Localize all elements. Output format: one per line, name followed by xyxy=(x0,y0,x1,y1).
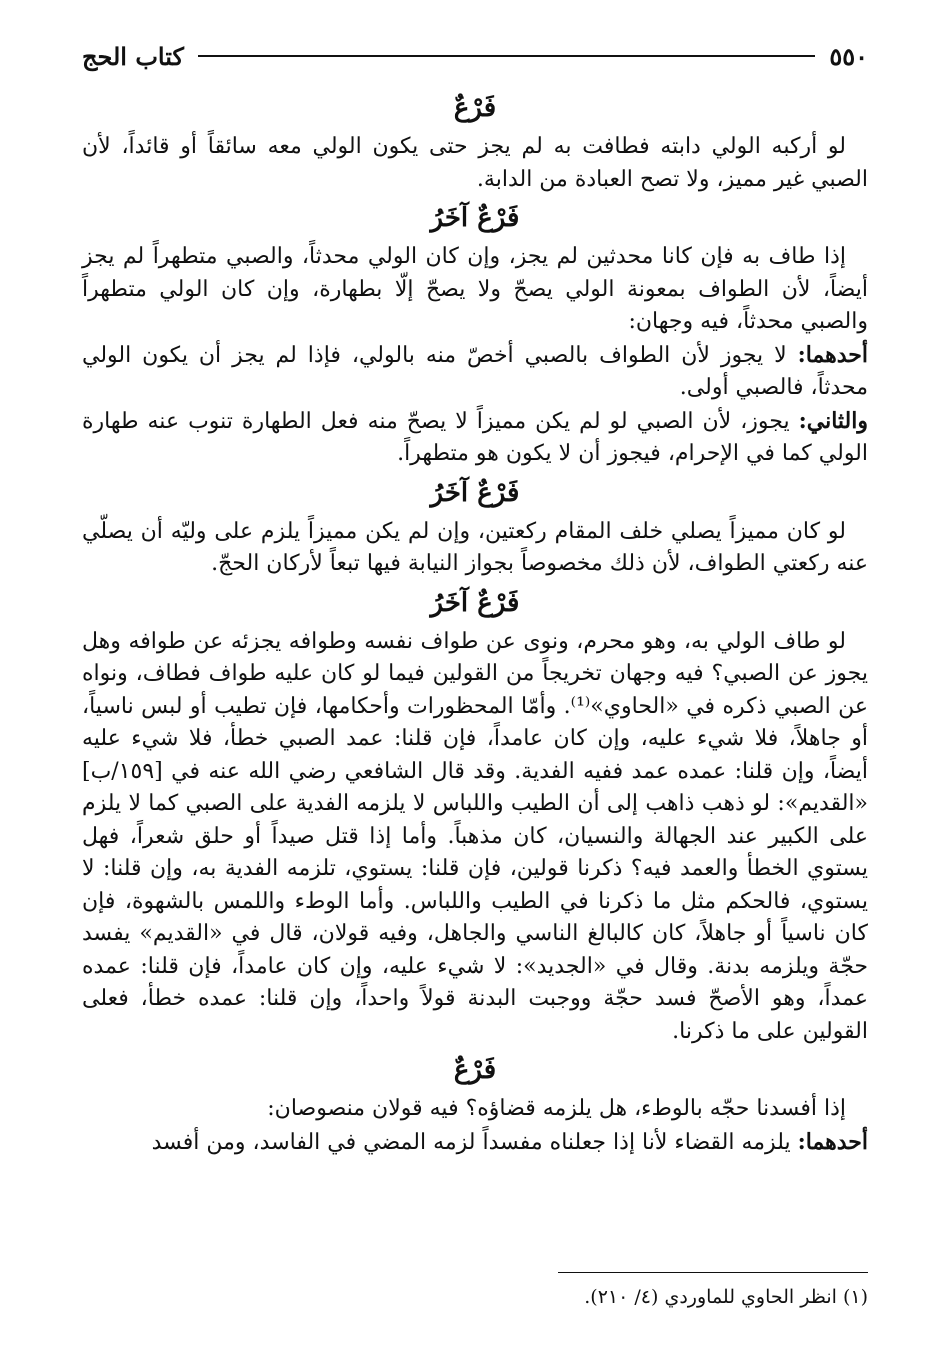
page-number: ٥٥٠ xyxy=(829,41,868,71)
running-title: كتاب الحج xyxy=(82,41,184,71)
section-title: فَرْعٌ xyxy=(453,1055,497,1085)
paragraph xyxy=(82,405,868,471)
paragraph-text: إذا طاف به فإن كانا محدثين لم يجز، وإن كان الولي محدثاً، والصبي متطهراً لم يجز أيضاً، لأن الطواف بمعونة الولي يصحّ ولا يصحّ إلّا بطهارة، وإن كان الولي متطهراً والصبي محدثاً، فيه وجهان: xyxy=(82,244,868,334)
paragraph-text: لو أركبه الولي دابته فطافت به لم يجز حتى يكون الولي معه سائقاً أو قائداً، لأن الصبي غير مميز، ولا تصح العبادة من الدابة. xyxy=(82,134,868,192)
paragraph xyxy=(82,1126,868,1160)
footnote xyxy=(82,1284,868,1310)
page-header xyxy=(82,36,868,76)
paragraph-text: يجوز، لأن الصبي لو لم يكن مميزاً لا يصحّ منه فعل الطهارة تنوب عنه طهارة الولي كما في الإحرام، فيجوز أن لا يكون هو متطهراً. xyxy=(82,408,868,466)
paragraph xyxy=(82,1092,868,1126)
section-title: فَرْعٌ آخَرُ xyxy=(430,587,520,618)
paragraph-text: إذا أفسدنا حجّه بالوطء، هل يلزمه قضاؤه؟ فيه قولان منصوصان: xyxy=(267,1096,846,1121)
paragraph-lead: أحدهما: xyxy=(797,1128,868,1155)
footnote-text: انظر الحاوي للماوردي (٤/ ٢١٠). xyxy=(584,1286,837,1308)
paragraph-text: يلزمه القضاء لأنا إذا جعلناه مفسداً لزمه المضي في الفاسد، ومن أفسد xyxy=(151,1129,798,1155)
paragraph xyxy=(82,339,868,405)
section-title: فَرْعٌ آخَرُ xyxy=(430,477,520,508)
paragraph-text: لو كان مميزاً يصلي خلف المقام ركعتين، وإن لم يكن مميزاً يلزم على وليّه أن يصلّي عنه ركعتي الطواف، لأن ذلك مخصوصاً بجواز النيابة فيها تبعاً لأركان الحجّ. xyxy=(82,518,868,576)
paragraph-text: لو طاف الولي به، وهو محرم، ونوى عن طواف نفسه وطوافه يجزئه عن طوافه وهل يجوز عن الصبي؟ فيه وجهان تخريجاً من القولين فيما لو كان عليه طواف فطاف، ونواه عن الصبي ذكره في «الحاوي»⁽¹⁾. وأمّا المحظورات وأحكامها، فإن تطيب أو لبس ناسياً، أو جاهلاً، فلا شيء عليه، وإن كان عامداً، فإن قلنا: عمد الصبي خطأ، فلا شيء عليه أيضاً، وإن قلنا: عمده عمد ففيه الفدية. وقد قال الشافعي رضي الله عنه في [١٥٩/ب] «القديم»: لو ذهب ذاهب إلى أن الطيب واللباس لا يلزمه الفدية على الصبي كما لا يلزم على الكبير عند الجهالة والنسيان، كان مذهباً. وأما إذا قتل صيداً أو حلق شعراً، فهل يستوي الخطأ والعمد فيه؟ ذكرنا قولين، فإن قلنا: يستوي، تلزمه الفدية به، وإن قلنا: لا يستوي، فالحكم مثل ما ذكرنا في الطيب واللباس. وأما الوطء واللمس بالشهوة، فإن كان ناسياً أو جاهلاً، كان كالبالغ الناسي والجاهل، وفيه قولان، قال في «القديم» يفسد حجّة ويلزمه بدنة. وقال في «الجديد»: لا شيء عليه، وإن كان عامداً، فإن قلنا: عمده عمداً، وهو الأصحّ فسد حجّة ووجبت البدنة قولاً واحداً، وإن قلنا: عمده خطأ، فعلى القولين على ما ذكرنا. xyxy=(82,628,868,1044)
paragraph xyxy=(82,240,868,339)
paragraph xyxy=(82,515,868,581)
footnote-rule xyxy=(558,1272,868,1273)
paragraph-lead: والثاني: xyxy=(798,407,868,434)
paragraph xyxy=(82,130,868,196)
section-title: فَرْعٌ آخَرُ xyxy=(430,203,520,233)
footnote-marker: (١) xyxy=(842,1286,868,1308)
paragraph-text: لا يجوز لأن الطواف بالصبي أخصّ منه بالولي، فإذا لم يجز أن يكون الولي محدثاً، فالصبي أولى. xyxy=(82,342,868,400)
header-rule xyxy=(198,55,815,57)
section-title: فَرْعٌ xyxy=(453,93,497,123)
paragraph-lead: أحدهما: xyxy=(797,341,868,368)
page-body xyxy=(82,86,868,1159)
paragraph xyxy=(82,625,868,1049)
